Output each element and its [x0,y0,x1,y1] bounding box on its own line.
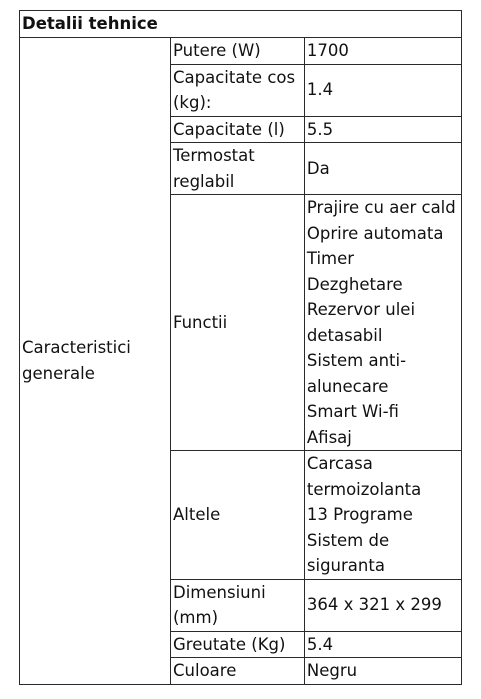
spec-value: Dezghetare [306,274,403,294]
spec-value: Prajire cu aer cald [306,198,456,217]
spec-label: Capacitate (l) [171,116,305,143]
spec-label: Capacitate cos (kg): [171,64,305,116]
table-row [20,38,462,65]
spec-value-list [304,451,461,580]
spec-label: Culoare [171,658,305,685]
spec-value: Timer [306,249,355,268]
spec-value: Afisaj [306,427,352,447]
spec-label: Altele [171,451,305,580]
spec-value: 13 Programe [306,505,413,524]
spec-value: Smart Wi-fi [306,402,399,421]
spec-value: Rezervor ulei detasabil [306,300,416,345]
spec-label: Termostat reglabil [171,143,305,195]
table-title: Detalii tehnice [20,11,462,38]
group-label-cell: Caracteristici generale [20,38,171,685]
spec-label: Dimensiuni (mm) [171,579,305,631]
spec-value: Sistem anti-alunecare [306,351,407,396]
spec-label: Putere (W) [171,38,305,65]
table-header-row [20,11,462,38]
spec-value: 364 x 321 x 299 [304,579,461,631]
spec-label: Functii [171,195,305,451]
spec-value: 1700 [304,38,461,65]
spec-value: 5.4 [304,631,461,658]
technical-details-table [19,10,462,685]
spec-value: 5.5 [304,116,461,143]
spec-label: Greutate (Kg) [171,631,305,658]
spec-value: Oprire automata [306,223,444,243]
spec-value: 1.4 [304,64,461,116]
spec-value: Carcasa termoizolanta [306,454,422,499]
spec-value: Negru [304,658,461,685]
spec-value: Da [304,143,461,195]
spec-value: Sistem de siguranta [306,530,390,575]
spec-value-list [304,195,461,451]
